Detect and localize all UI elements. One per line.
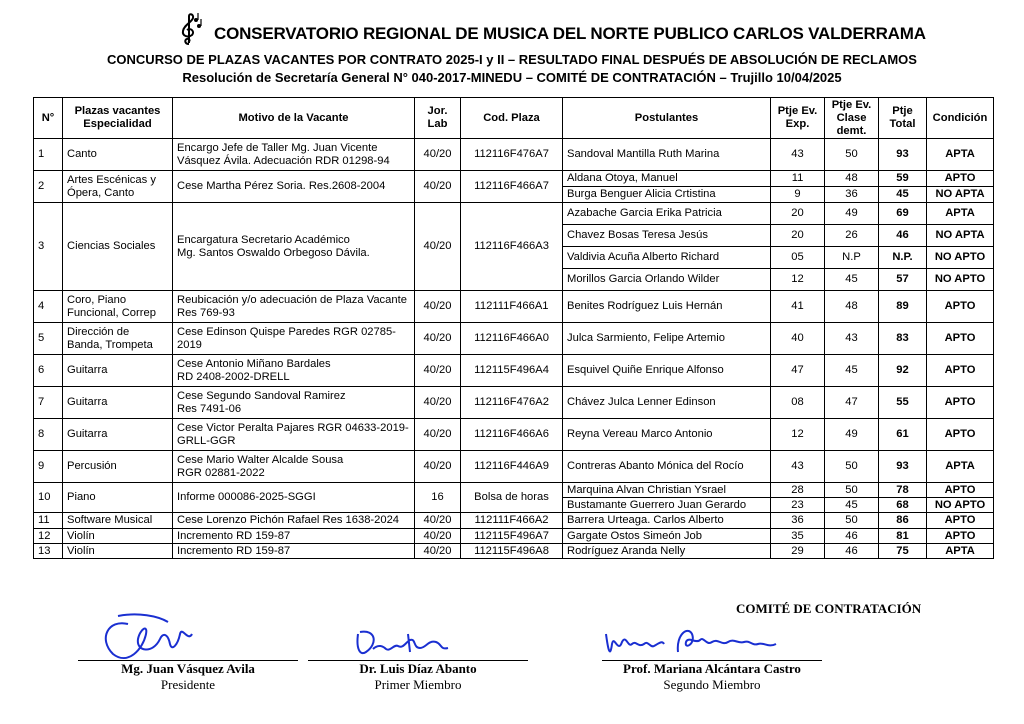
condition: APTO	[927, 171, 994, 187]
class-score: 50	[825, 139, 879, 171]
position-code: 112111F466A1	[461, 291, 563, 323]
total-score: 55	[879, 387, 927, 419]
col-header-workday: Jor. Lab	[415, 98, 461, 139]
applicant-name: Morillos Garcia Orlando Wilder	[563, 269, 771, 291]
member-name: Prof. Mariana Alcántara Castro	[623, 661, 801, 676]
total-score: 93	[879, 139, 927, 171]
table-row	[34, 291, 994, 323]
position-code: 112116F476A7	[461, 139, 563, 171]
class-score: 48	[825, 291, 879, 323]
exp-score: 40	[771, 323, 825, 355]
table-row	[34, 451, 994, 483]
condition: APTA	[927, 544, 994, 559]
exp-score: 35	[771, 529, 825, 544]
condition: APTA	[927, 203, 994, 225]
col-header-applicants: Postulantes	[563, 98, 771, 139]
table-row	[34, 387, 994, 419]
vacancy-reason: Cese Martha Pérez Soria. Res.2608-2004	[173, 171, 415, 203]
position-code: 112115F496A4	[461, 355, 563, 387]
page-resolution-line: Resolución de Secretaría General N° 040-2017-MINEDU – COMITÉ DE CONTRATACIÓN – Trujillo 10/04/2025	[182, 70, 842, 85]
class-score: 43	[825, 323, 879, 355]
position-code: 112116F446A9	[461, 451, 563, 483]
workday: 40/20	[415, 513, 461, 529]
total-score: 81	[879, 529, 927, 544]
specialty: Ciencias Sociales	[63, 203, 173, 291]
table-row	[34, 139, 994, 171]
workday: 40/20	[415, 355, 461, 387]
col-header-specialty: Plazas vacantes Especialidad	[63, 98, 173, 139]
class-score: 47	[825, 387, 879, 419]
exp-score: 43	[771, 451, 825, 483]
condition: NO APTA	[927, 187, 994, 203]
position-code: Bolsa de horas	[461, 483, 563, 513]
row-number: 11	[34, 513, 63, 529]
vacancy-reason: Cese Mario Walter Alcalde Sousa RGR 02881-2022	[173, 451, 415, 483]
committee-label: COMITÉ DE CONTRATACIÓN	[736, 601, 922, 616]
applicant-name: Azabache Garcia Erika Patricia	[563, 203, 771, 225]
applicant-name: Barrera Urteaga. Carlos Alberto	[563, 513, 771, 529]
condition: APTO	[927, 291, 994, 323]
row-number: 7	[34, 387, 63, 419]
workday: 40/20	[415, 291, 461, 323]
vacancy-reason: Cese Edinson Quispe Paredes RGR 02785- 2019	[173, 323, 415, 355]
class-score: 45	[825, 269, 879, 291]
row-number: 13	[34, 544, 63, 559]
row-number: 6	[34, 355, 63, 387]
position-code: 112116F466A7	[461, 171, 563, 203]
col-header-reason: Motivo de la Vacante	[173, 98, 415, 139]
exp-score: 23	[771, 498, 825, 513]
class-score: N.P	[825, 247, 879, 269]
exp-score: 20	[771, 203, 825, 225]
class-score: 36	[825, 187, 879, 203]
vacancy-reason: Incremento RD 159-87	[173, 529, 415, 544]
class-score: 46	[825, 529, 879, 544]
row-number: 5	[34, 323, 63, 355]
condition: APTO	[927, 323, 994, 355]
condition: NO APTO	[927, 247, 994, 269]
member-role: Primer Miembro	[374, 677, 462, 692]
total-score: 89	[879, 291, 927, 323]
table-row	[34, 483, 994, 498]
specialty: Artes Escénicas y Ópera, Canto	[63, 171, 173, 203]
exp-score: 11	[771, 171, 825, 187]
total-score: 75	[879, 544, 927, 559]
applicant-name: Gargate Ostos Simeón Job	[563, 529, 771, 544]
col-header-exp-score: Ptje Ev. Exp.	[771, 98, 825, 139]
table-row	[34, 355, 994, 387]
vacancy-reason: Cese Segundo Sandoval Ramirez Res 7491-06	[173, 387, 415, 419]
handwritten-signature-icon	[592, 604, 832, 664]
total-score: 68	[879, 498, 927, 513]
exp-score: 36	[771, 513, 825, 529]
workday: 40/20	[415, 323, 461, 355]
signature-block-first-member	[298, 604, 538, 704]
workday: 40/20	[415, 544, 461, 559]
member-name: Mg. Juan Vásquez Avila	[121, 661, 255, 676]
exp-score: 29	[771, 544, 825, 559]
row-number: 10	[34, 483, 63, 513]
vacancy-reason: Cese Victor Peralta Pajares RGR 04633-2019- GRLL-GGR	[173, 419, 415, 451]
vacancy-reason: Encargo Jefe de Taller Mg. Juan Vicente Vásquez Ávila. Adecuación RDR 01298-94	[173, 139, 415, 171]
table-row	[34, 544, 994, 559]
member-name: Dr. Luis Díaz Abanto	[359, 661, 477, 676]
specialty: Violín	[63, 529, 173, 544]
position-code: 112116F466A3	[461, 203, 563, 291]
vacancy-reason: Cese Antonio Miñano Bardales RD 2408-2002-DRELL	[173, 355, 415, 387]
applicant-name: Reyna Vereau Marco Antonio	[563, 419, 771, 451]
row-number: 2	[34, 171, 63, 203]
specialty: Coro, Piano Funcional, Correp	[63, 291, 173, 323]
applicant-name: Chávez Julca Lenner Edinson	[563, 387, 771, 419]
class-score: 49	[825, 419, 879, 451]
condition: APTO	[927, 387, 994, 419]
class-score: 45	[825, 498, 879, 513]
workday: 40/20	[415, 419, 461, 451]
workday: 40/20	[415, 451, 461, 483]
table-row	[34, 513, 994, 529]
specialty: Guitarra	[63, 387, 173, 419]
row-number: 4	[34, 291, 63, 323]
col-header-class-score: Ptje Ev. Clase demt.	[825, 98, 879, 139]
position-code: 112115F496A8	[461, 544, 563, 559]
condition: APTO	[927, 529, 994, 544]
condition: APTO	[927, 483, 994, 498]
exp-score: 12	[771, 419, 825, 451]
exp-score: 43	[771, 139, 825, 171]
table-row	[34, 171, 994, 187]
total-score: 46	[879, 225, 927, 247]
row-number: 12	[34, 529, 63, 544]
vacancy-reason: Incremento RD 159-87	[173, 544, 415, 559]
specialty: Dirección de Banda, Trompeta	[63, 323, 173, 355]
total-score: 83	[879, 323, 927, 355]
condition: APTO	[927, 513, 994, 529]
specialty: Percusión	[63, 451, 173, 483]
position-code: 112111F466A2	[461, 513, 563, 529]
class-score: 49	[825, 203, 879, 225]
applicant-name: Contreras Abanto Mónica del Rocío	[563, 451, 771, 483]
specialty: Violín	[63, 544, 173, 559]
applicant-name: Sandoval Mantilla Ruth Marina	[563, 139, 771, 171]
col-header-total-score: Ptje Total	[879, 98, 927, 139]
page-subtitle: CONCURSO DE PLAZAS VACANTES POR CONTRATO 2025-I y II – RESULTADO FINAL DESPUÉS DE ABSOLUCIÓN DE RECLAMOS	[107, 52, 917, 67]
workday: 40/20	[415, 529, 461, 544]
col-header-condition: Condición	[927, 98, 994, 139]
class-score: 48	[825, 171, 879, 187]
vacancy-reason: Reubicación y/o adecuación de Plaza Vacante Res 769-93	[173, 291, 415, 323]
member-role: Segundo Miembro	[663, 677, 761, 692]
vacancy-reason: Cese Lorenzo Pichón Rafael Res 1638-2024	[173, 513, 415, 529]
class-score: 26	[825, 225, 879, 247]
condition: APTO	[927, 419, 994, 451]
workday: 16	[415, 483, 461, 513]
total-score: N.P.	[879, 247, 927, 269]
applicant-name: Rodríguez Aranda Nelly	[563, 544, 771, 559]
applicant-name: Valdivia Acuña Alberto Richard	[563, 247, 771, 269]
workday: 40/20	[415, 139, 461, 171]
total-score: 78	[879, 483, 927, 498]
col-header-position-code: Cod. Plaza	[461, 98, 563, 139]
condition: NO APTO	[927, 269, 994, 291]
specialty: Guitarra	[63, 355, 173, 387]
class-score: 50	[825, 451, 879, 483]
condition: APTA	[927, 139, 994, 171]
row-number: 8	[34, 419, 63, 451]
condition: NO APTO	[927, 498, 994, 513]
signature-block-president	[68, 604, 308, 704]
table-row	[34, 323, 994, 355]
exp-score: 41	[771, 291, 825, 323]
workday: 40/20	[415, 171, 461, 203]
handwritten-signature-icon	[68, 604, 308, 664]
condition: APTA	[927, 451, 994, 483]
vacancy-reason: Informe 000086-2025-SGGI	[173, 483, 415, 513]
exp-score: 12	[771, 269, 825, 291]
row-number: 9	[34, 451, 63, 483]
specialty: Piano	[63, 483, 173, 513]
vacancy-reason: Encargatura Secretario Académico Mg. Santos Oswaldo Orbegoso Dávila.	[173, 203, 415, 291]
class-score: 50	[825, 513, 879, 529]
total-score: 92	[879, 355, 927, 387]
table-header-row	[34, 98, 994, 139]
exp-score: 05	[771, 247, 825, 269]
specialty: Guitarra	[63, 419, 173, 451]
total-score: 61	[879, 419, 927, 451]
total-score: 93	[879, 451, 927, 483]
row-number: 3	[34, 203, 63, 291]
condition: NO APTA	[927, 225, 994, 247]
applicant-name: Julca Sarmiento, Felipe Artemio	[563, 323, 771, 355]
page-title: CONSERVATORIO REGIONAL DE MUSICA DEL NORTE PUBLICO CARLOS VALDERRAMA	[214, 24, 926, 43]
handwritten-signature-icon	[298, 604, 538, 664]
specialty: Canto	[63, 139, 173, 171]
applicant-name: Chavez Bosas Teresa Jesús	[563, 225, 771, 247]
applicant-name: Bustamante Guerrero Juan Gerardo	[563, 498, 771, 513]
class-score: 46	[825, 544, 879, 559]
total-score: 45	[879, 187, 927, 203]
total-score: 59	[879, 171, 927, 187]
exp-score: 28	[771, 483, 825, 498]
col-header-number: N°	[34, 98, 63, 139]
workday: 40/20	[415, 387, 461, 419]
table-row	[34, 203, 994, 225]
specialty: Software Musical	[63, 513, 173, 529]
treble-clef-logo-icon	[176, 12, 202, 46]
applicant-name: Marquina Alvan Christian Ysrael	[563, 483, 771, 498]
exp-score: 47	[771, 355, 825, 387]
applicant-name: Benites Rodríguez Luis Hernán	[563, 291, 771, 323]
applicant-name: Aldana Otoya, Manuel	[563, 171, 771, 187]
results-table	[33, 97, 994, 559]
exp-score: 20	[771, 225, 825, 247]
member-role: Presidente	[160, 677, 216, 692]
position-code: 112115F496A7	[461, 529, 563, 544]
table-row	[34, 419, 994, 451]
exp-score: 9	[771, 187, 825, 203]
table-row	[34, 529, 994, 544]
condition: APTO	[927, 355, 994, 387]
workday: 40/20	[415, 203, 461, 291]
total-score: 86	[879, 513, 927, 529]
applicant-name: Esquivel Quiñe Enrique Alfonso	[563, 355, 771, 387]
total-score: 57	[879, 269, 927, 291]
signature-block-second-member	[592, 604, 832, 704]
class-score: 50	[825, 483, 879, 498]
class-score: 45	[825, 355, 879, 387]
total-score: 69	[879, 203, 927, 225]
position-code: 112116F466A0	[461, 323, 563, 355]
exp-score: 08	[771, 387, 825, 419]
position-code: 112116F466A6	[461, 419, 563, 451]
applicant-name: Burga Benguer Alicia Crtistina	[563, 187, 771, 203]
row-number: 1	[34, 139, 63, 171]
position-code: 112116F476A2	[461, 387, 563, 419]
